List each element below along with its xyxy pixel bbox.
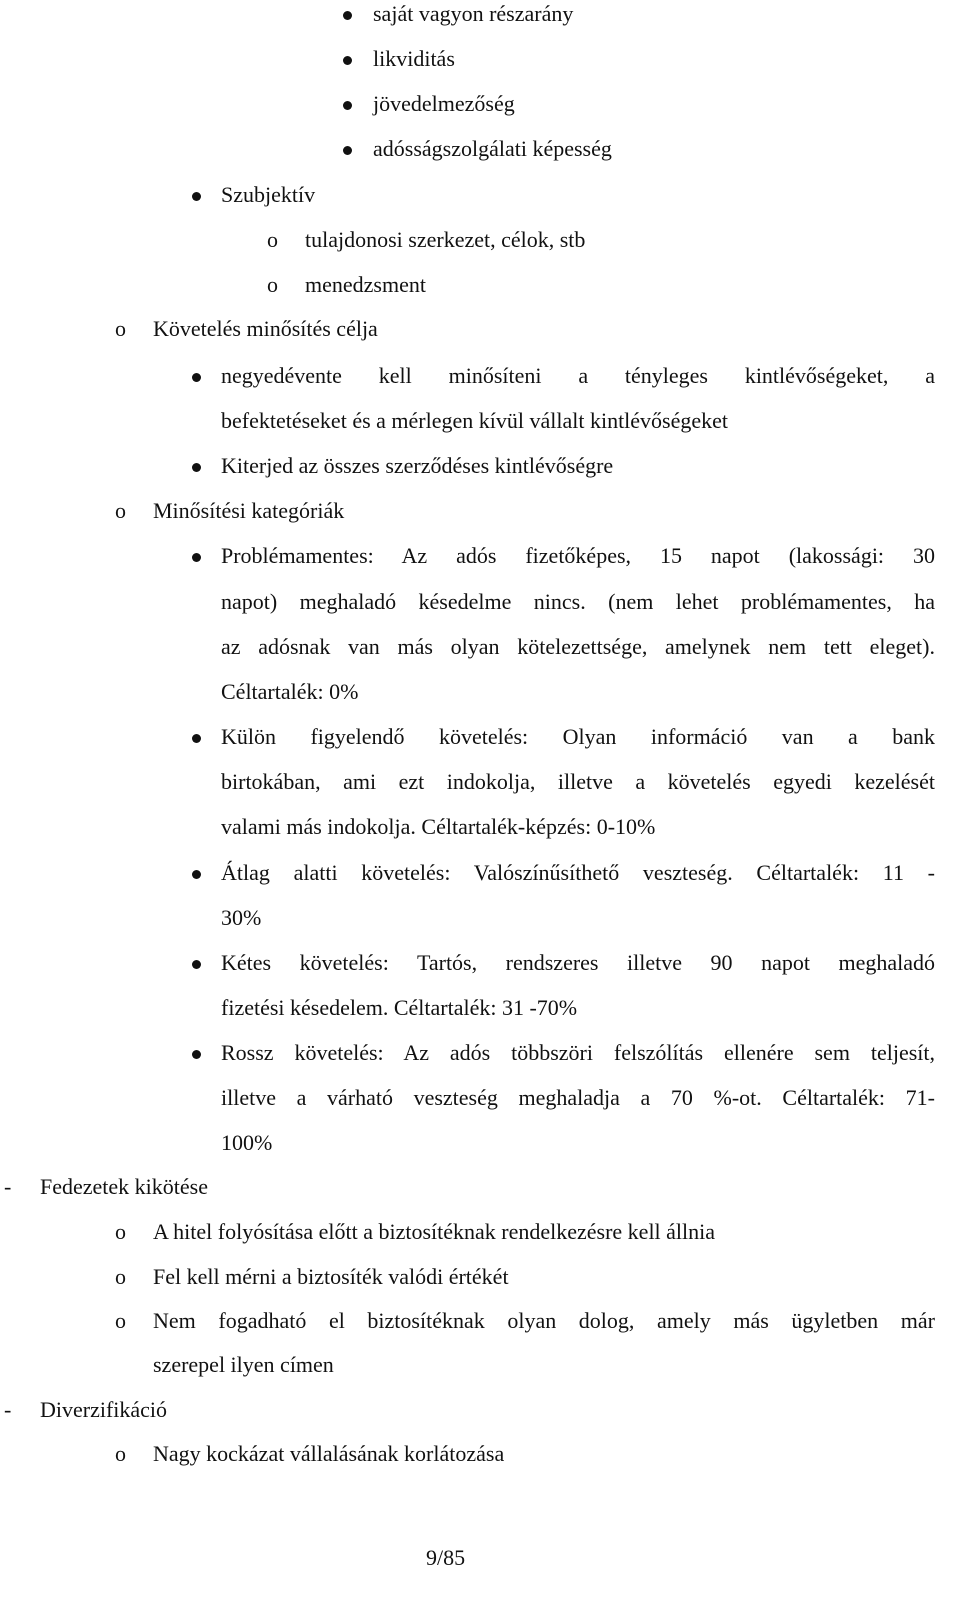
circle-bullet-icon: o <box>115 316 126 341</box>
list-item-continuation: valami más indokolja. Céltartalék-képzés: 0-10% <box>221 814 656 839</box>
list-item: Kétes követelés: Tartós, rendszeres illetve 90 napot meghaladó <box>221 950 935 975</box>
list-item: Rossz követelés: Az adós többszöri felszólítás ellenére sem teljesít, <box>221 1040 935 1065</box>
list-item-continuation: 30% <box>221 905 262 930</box>
bullet-icon <box>343 146 352 155</box>
bullet-icon <box>192 192 201 201</box>
list-item-continuation: az adósnak van más olyan kötelezettsége, amelynek nem tett eleget). <box>221 634 935 659</box>
list-item: tulajdonosi szerkezet, célok, stb <box>305 227 586 252</box>
bullet-icon <box>192 553 201 562</box>
circle-bullet-icon: o <box>115 1441 126 1466</box>
circle-bullet-icon: o <box>115 1308 126 1333</box>
list-item-continuation: Céltartalék: 0% <box>221 679 359 704</box>
list-item: menedzsment <box>305 272 426 297</box>
list-item: negyedévente kell minősíteni a tényleges kintlévőségeket, a <box>221 363 935 388</box>
list-item: A hitel folyósítása előtt a biztosítéknak rendelkezésre kell állnia <box>153 1219 716 1244</box>
list-item-continuation: birtokában, ami ezt indokolja, illetve a követelés egyedi kezelését <box>221 769 935 794</box>
bullet-icon <box>192 373 201 382</box>
list-item: Nem fogadható el biztosítéknak olyan dolog, amely más ügyletben már <box>153 1308 935 1333</box>
list-item: Átlag alatti követelés: Valószínűsíthető veszteség. Céltartalék: 11 - <box>221 860 935 885</box>
circle-bullet-icon: o <box>115 498 126 523</box>
list-item: jövedelmezőség <box>373 91 515 116</box>
bullet-icon <box>343 11 352 20</box>
list-item: Fel kell mérni a biztosíték valódi értékét <box>153 1264 509 1289</box>
list-item-continuation: befektetéseket és a mérlegen kívül vállalt kintlévőségeket <box>221 408 729 433</box>
list-item: Nagy kockázat vállalásának korlátozása <box>153 1441 505 1466</box>
bullet-icon <box>192 463 201 472</box>
circle-bullet-icon: o <box>267 227 278 252</box>
section-heading: Követelés minősítés célja <box>153 316 378 341</box>
list-item: Problémamentes: Az adós fizetőképes, 15 napot (lakossági: 30 <box>221 543 935 568</box>
page-number: 9/85 <box>426 1545 466 1570</box>
section-heading: Fedezetek kikötése <box>40 1174 208 1199</box>
list-item: likviditás <box>373 46 455 71</box>
bullet-icon <box>192 960 201 969</box>
list-item: Kiterjed az összes szerződéses kintlévőségre <box>221 453 614 478</box>
circle-bullet-icon: o <box>115 1264 126 1289</box>
bullet-icon <box>343 56 352 65</box>
section-heading: Diverzifikáció <box>40 1397 168 1422</box>
list-item-continuation: fizetési késedelem. Céltartalék: 31 -70% <box>221 995 578 1020</box>
circle-bullet-icon: o <box>115 1219 126 1244</box>
list-item-continuation: szerepel ilyen címen <box>153 1352 334 1377</box>
list-item-continuation: napot) meghaladó késedelme nincs. (nem lehet problémamentes, ha <box>221 589 935 614</box>
bullet-icon <box>192 870 201 879</box>
dash-bullet-icon: - <box>4 1174 12 1199</box>
list-item-continuation: 100% <box>221 1130 273 1155</box>
circle-bullet-icon: o <box>267 272 278 297</box>
bullet-icon <box>192 1050 201 1059</box>
list-item: adósságszolgálati képesség <box>373 136 612 161</box>
bullet-icon <box>343 101 352 110</box>
section-heading: Minősítési kategóriák <box>153 498 345 523</box>
dash-bullet-icon: - <box>4 1397 12 1422</box>
list-item: Külön figyelendő követelés: Olyan információ van a bank <box>221 724 935 749</box>
list-item-continuation: illetve a várható veszteség meghaladja a 70 %-ot. Céltartalék: 71- <box>221 1085 935 1110</box>
bullet-icon <box>192 734 201 743</box>
list-item: Szubjektív <box>221 182 316 207</box>
list-item: saját vagyon részarány <box>373 1 574 26</box>
